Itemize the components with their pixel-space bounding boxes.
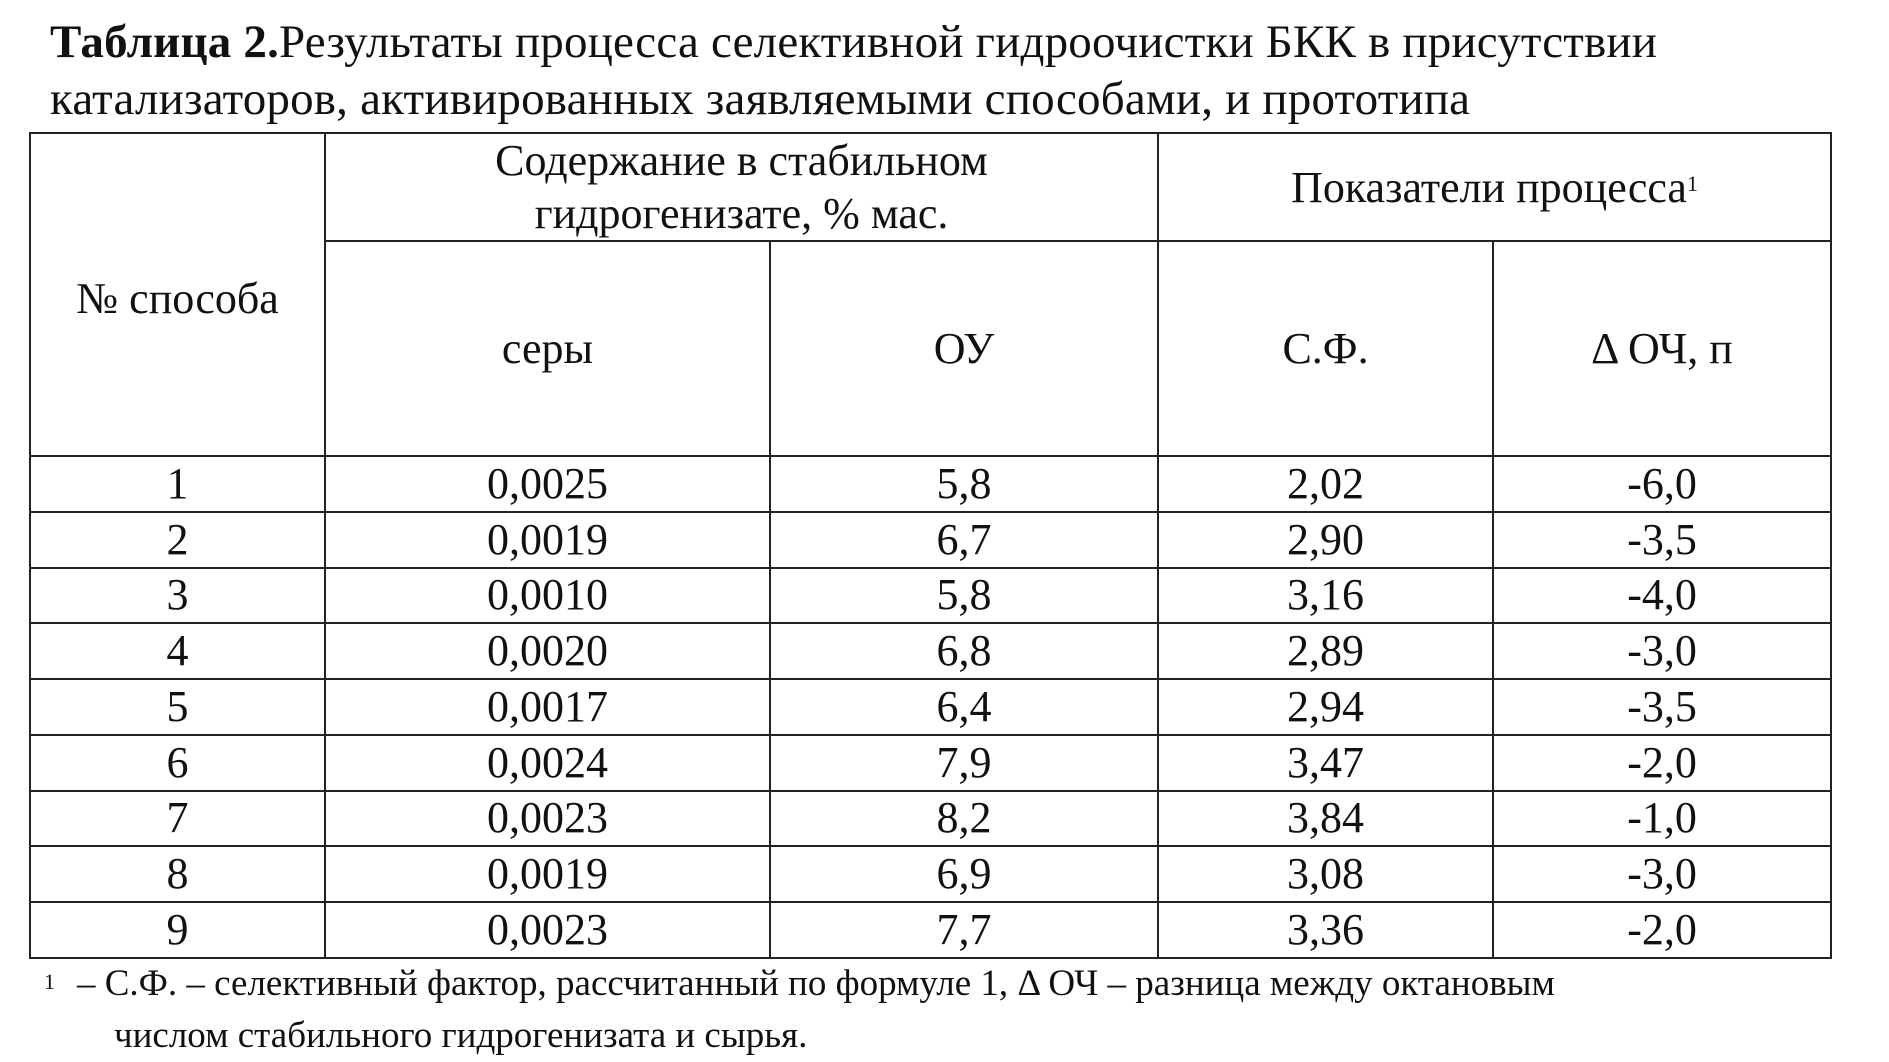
cell-sulfur: 0,0010: [325, 568, 770, 624]
header-indicators-label: Показатели процесса: [1291, 162, 1687, 212]
cell-ou: 5,8: [770, 456, 1158, 512]
cell-method: 2: [30, 512, 325, 568]
cell-method: 8: [30, 846, 325, 902]
caption-text-line2: катализаторов, активированных заявляемыми способами, и прототипа: [50, 73, 1471, 125]
cell-delta-octane: -3,5: [1493, 512, 1831, 568]
header-delta-octane: Δ ОЧ, п: [1493, 241, 1831, 456]
cell-sf: 3,84: [1158, 791, 1493, 847]
header-row-group: [30, 133, 1831, 241]
footnote-line1: – С.Ф. – селективный фактор, рассчитанный по формуле 1, Δ ОЧ – разница между октановым: [77, 963, 1555, 1004]
cell-method: 1: [30, 456, 325, 512]
cell-delta-octane: -6,0: [1493, 456, 1831, 512]
footnote-ref: 1: [1686, 170, 1698, 196]
header-sulfur: серы: [325, 241, 770, 456]
cell-method: 6: [30, 735, 325, 791]
cell-delta-octane: -3,0: [1493, 623, 1831, 679]
caption-label: Таблица 2.: [50, 16, 280, 68]
cell-method: 4: [30, 623, 325, 679]
cell-ou: 5,8: [770, 568, 1158, 624]
table-row: [30, 679, 1831, 735]
header-content-line2: гидрогенизате, % мас.: [534, 189, 949, 238]
table-row: [30, 623, 1831, 679]
cell-sf: 3,36: [1158, 902, 1493, 958]
cell-ou: 6,7: [770, 512, 1158, 568]
cell-method: 5: [30, 679, 325, 735]
cell-sulfur: 0,0017: [325, 679, 770, 735]
cell-sf: 2,94: [1158, 679, 1493, 735]
header-indicators-group: [1158, 133, 1831, 241]
table-row: [30, 512, 1831, 568]
cell-sulfur: 0,0023: [325, 902, 770, 958]
cell-delta-octane: -3,5: [1493, 679, 1831, 735]
table-caption: [50, 14, 1850, 128]
table-row: [30, 568, 1831, 624]
header-ou: ОУ: [770, 241, 1158, 456]
cell-sf: 2,90: [1158, 512, 1493, 568]
cell-delta-octane: -4,0: [1493, 568, 1831, 624]
cell-delta-octane: -2,0: [1493, 735, 1831, 791]
cell-sf: 2,89: [1158, 623, 1493, 679]
table-row: [30, 456, 1831, 512]
table-row: [30, 791, 1831, 847]
header-content-line1: Содержание в стабильном: [495, 136, 988, 185]
cell-ou: 7,7: [770, 902, 1158, 958]
table-row: [30, 902, 1831, 958]
header-content-group: [325, 133, 1158, 241]
cell-sf: 3,16: [1158, 568, 1493, 624]
footnote-mark: 1: [44, 969, 55, 994]
cell-sulfur: 0,0023: [325, 791, 770, 847]
cell-method: 7: [30, 791, 325, 847]
cell-method: 3: [30, 568, 325, 624]
cell-delta-octane: -2,0: [1493, 902, 1831, 958]
cell-method: 9: [30, 902, 325, 958]
cell-delta-octane: -1,0: [1493, 791, 1831, 847]
cell-sulfur: 0,0024: [325, 735, 770, 791]
table-row: [30, 846, 1831, 902]
header-method-number: № способа: [30, 133, 325, 456]
cell-ou: 6,9: [770, 846, 1158, 902]
cell-sulfur: 0,0019: [325, 512, 770, 568]
footnote-line2: числом стабильного гидрогенизата и сырья.: [114, 1015, 808, 1056]
cell-delta-octane: -3,0: [1493, 846, 1831, 902]
cell-ou: 8,2: [770, 791, 1158, 847]
cell-sulfur: 0,0025: [325, 456, 770, 512]
header-sf: С.Ф.: [1158, 241, 1493, 456]
cell-sf: 3,47: [1158, 735, 1493, 791]
cell-sulfur: 0,0019: [325, 846, 770, 902]
cell-ou: 6,8: [770, 623, 1158, 679]
cell-sf: 2,02: [1158, 456, 1493, 512]
cell-sulfur: 0,0020: [325, 623, 770, 679]
table-row: [30, 735, 1831, 791]
cell-ou: 7,9: [770, 735, 1158, 791]
cell-sf: 3,08: [1158, 846, 1493, 902]
footnote: [44, 958, 1884, 1062]
results-table: [29, 132, 1832, 959]
cell-ou: 6,4: [770, 679, 1158, 735]
caption-text-line1: Результаты процесса селективной гидроочистки БКК в присутствии: [279, 16, 1658, 68]
